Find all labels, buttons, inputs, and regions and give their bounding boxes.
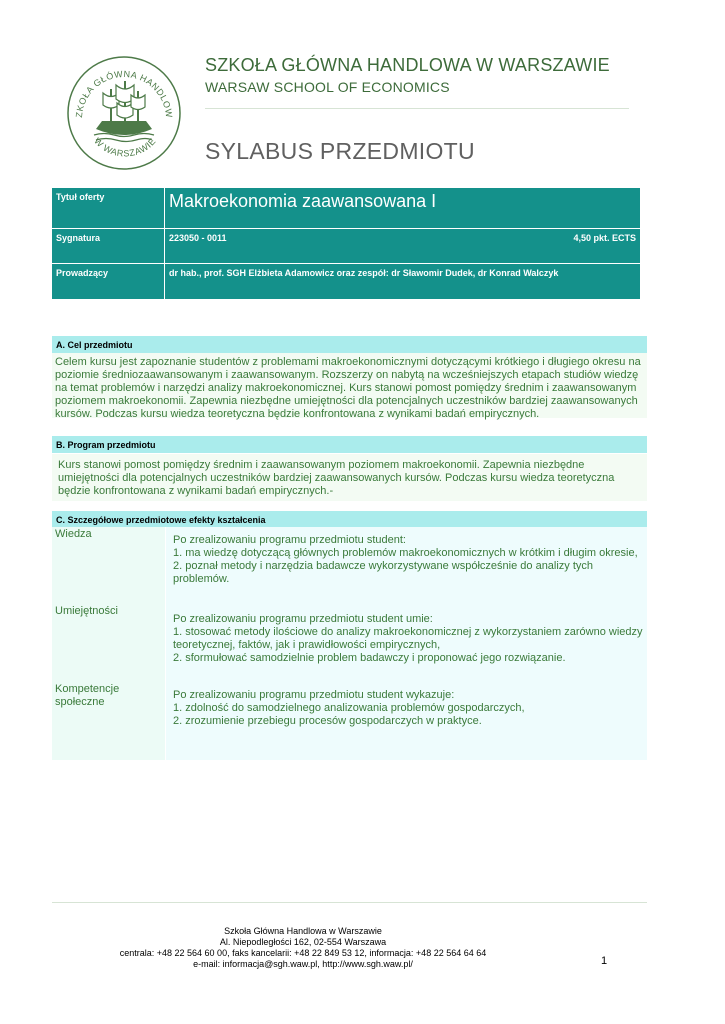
footer-contact xyxy=(52,926,554,970)
outcome-line: Po zrealizowaniu programu przedmiotu student wykazuje: xyxy=(173,689,455,701)
outcome-line: 1. stosować metody ilościowe do analizy makroekonomicznej z wykorzystaniem zarówno wiedzy xyxy=(173,626,643,638)
footer-line: centrala: +48 22 564 60 00, faks kancelarii: +48 22 849 53 12, informacja: +48 22 564 64 64 xyxy=(119,948,487,958)
section-c-heading: C. Szczegółowe przedmiotowe efekty kształcenia xyxy=(52,511,647,527)
course-title: Makroekonomia zaawansowana I xyxy=(169,191,437,211)
outcome-line: 2. poznał metody i narzędzia badawcze wykorzystywane współcześnie do analizy tych xyxy=(173,560,594,572)
outcome-line: 2. zrozumienie przebiegu procesów gospodarczych w praktyce. xyxy=(173,715,482,727)
school-name-english: WARSAW SCHOOL OF ECONOMICS xyxy=(205,79,450,95)
outcome-line: 1. zdolność do samodzielnego analizowania problemów gospodarczych, xyxy=(173,702,525,714)
lecturer-label: Prowadzący xyxy=(52,264,164,299)
section-a-body xyxy=(52,353,647,418)
ship-emblem-icon xyxy=(94,81,154,142)
header-divider xyxy=(205,108,629,109)
outcome-label-line: Wiedza xyxy=(55,528,92,540)
outcome-knowledge-body xyxy=(166,527,647,603)
section-a-line: poziomie średniozaawansowanym i zaawansowanym. Rozszerzy on nabytą na wcześniejszych etapach studiów wiedzę xyxy=(55,369,639,381)
page-number: 1 xyxy=(601,955,608,967)
ects-points: 4,50 pkt. ECTS xyxy=(573,233,636,243)
section-b-heading: B. Program przedmiotu xyxy=(52,436,647,453)
outcome-label-line: Kompetencje xyxy=(55,683,120,695)
lecturer-cell xyxy=(165,264,640,299)
logo-text-top: ZKOŁA GŁÓWNA HANDLOW xyxy=(73,68,175,119)
footer-line: e-mail: informacja@sgh.waw.pl, http://www.sgh.waw.pl/ xyxy=(193,959,413,969)
outcome-line: teoretycznej, faktów, jak i prawidłowości empirycznych, xyxy=(173,639,441,651)
section-a-line: poziomem makroekonomii. Zapewnia niezbędne umiejętności dla potencjalnych uczestników bardziej zaawansowanych xyxy=(55,395,638,407)
footer-line: Al. Niepodległości 162, 02-554 Warszawa xyxy=(219,937,387,947)
footer-divider xyxy=(52,902,647,903)
outcome-label-line: społeczne xyxy=(55,696,105,708)
logo-text-bottom: W WARSZAWIE xyxy=(92,135,158,159)
section-a-line: na temat problemów i narzędzi analizy makroekonomicznej. Kurs stanowi pomost pomiędzy średnim i zaawansowanym xyxy=(55,382,637,394)
section-a-line: Celem kursu jest zapoznanie studentów z problemami makroekonomicznymi dotyczącymi krótkiego i długiego okresu na xyxy=(55,356,641,368)
outcome-skills-body xyxy=(166,603,647,678)
offer-title-cell xyxy=(165,188,640,228)
section-a-heading: A. Cel przedmiotu xyxy=(52,336,647,353)
signature-label: Sygnatura xyxy=(52,229,164,263)
section-a-line: kursów. Podczas kursu wiedza teoretyczna będzie konfrontowana z wynikami badań empirycznych. xyxy=(55,408,540,420)
section-b-body xyxy=(52,454,647,501)
section-b-line: umiejętności dla potencjalnych uczestników bardziej zaawansowanych kursów. Podczas kursu wiedza teoretyczna xyxy=(58,472,615,484)
outcome-label-line: Umiejętności xyxy=(55,605,118,617)
offer-title-label: Tytuł oferty xyxy=(52,188,164,228)
footer-line: Szkoła Główna Handlowa w Warszawie xyxy=(224,926,382,936)
signature-value: 223050 - 0011 xyxy=(169,233,227,243)
outcome-line: problemów. xyxy=(173,573,230,585)
outcome-line: Po zrealizowaniu programu przedmiotu student: xyxy=(173,534,406,546)
school-logo xyxy=(66,55,182,171)
school-name-polish: SZKOŁA GŁÓWNA HANDLOWA W WARSZAWIE xyxy=(205,55,610,75)
outcome-line: 1. ma wiedzę dotyczącą głównych problemów makroekonomicznych w krótkim i długim okresie, xyxy=(173,547,638,559)
section-b-line: będzie konfrontowana z wynikami badań empirycznych.- xyxy=(58,485,334,497)
outcome-social-competences-label xyxy=(52,678,165,760)
section-b-line: Kurs stanowi pomost pomiędzy średnim i zaawansowanym poziomem makroekonomii. Zapewnia niezbędne xyxy=(58,459,585,471)
outcome-social-competences-body xyxy=(166,678,647,760)
outcome-line: Po zrealizowaniu programu przedmiotu student umie: xyxy=(173,613,433,625)
outcome-line: 2. sformułować samodzielnie problem badawczy i proponować jego rozwiązanie. xyxy=(173,652,566,664)
signature-cell xyxy=(165,229,640,263)
lecturer-names: dr hab., prof. SGH Elżbieta Adamowicz oraz zespół: dr Sławomir Dudek, dr Konrad Walczyk xyxy=(169,268,559,278)
outcome-knowledge-label xyxy=(52,527,165,603)
outcome-skills-label xyxy=(52,603,165,678)
document-title: SYLABUS PRZEDMIOTU xyxy=(205,138,475,164)
